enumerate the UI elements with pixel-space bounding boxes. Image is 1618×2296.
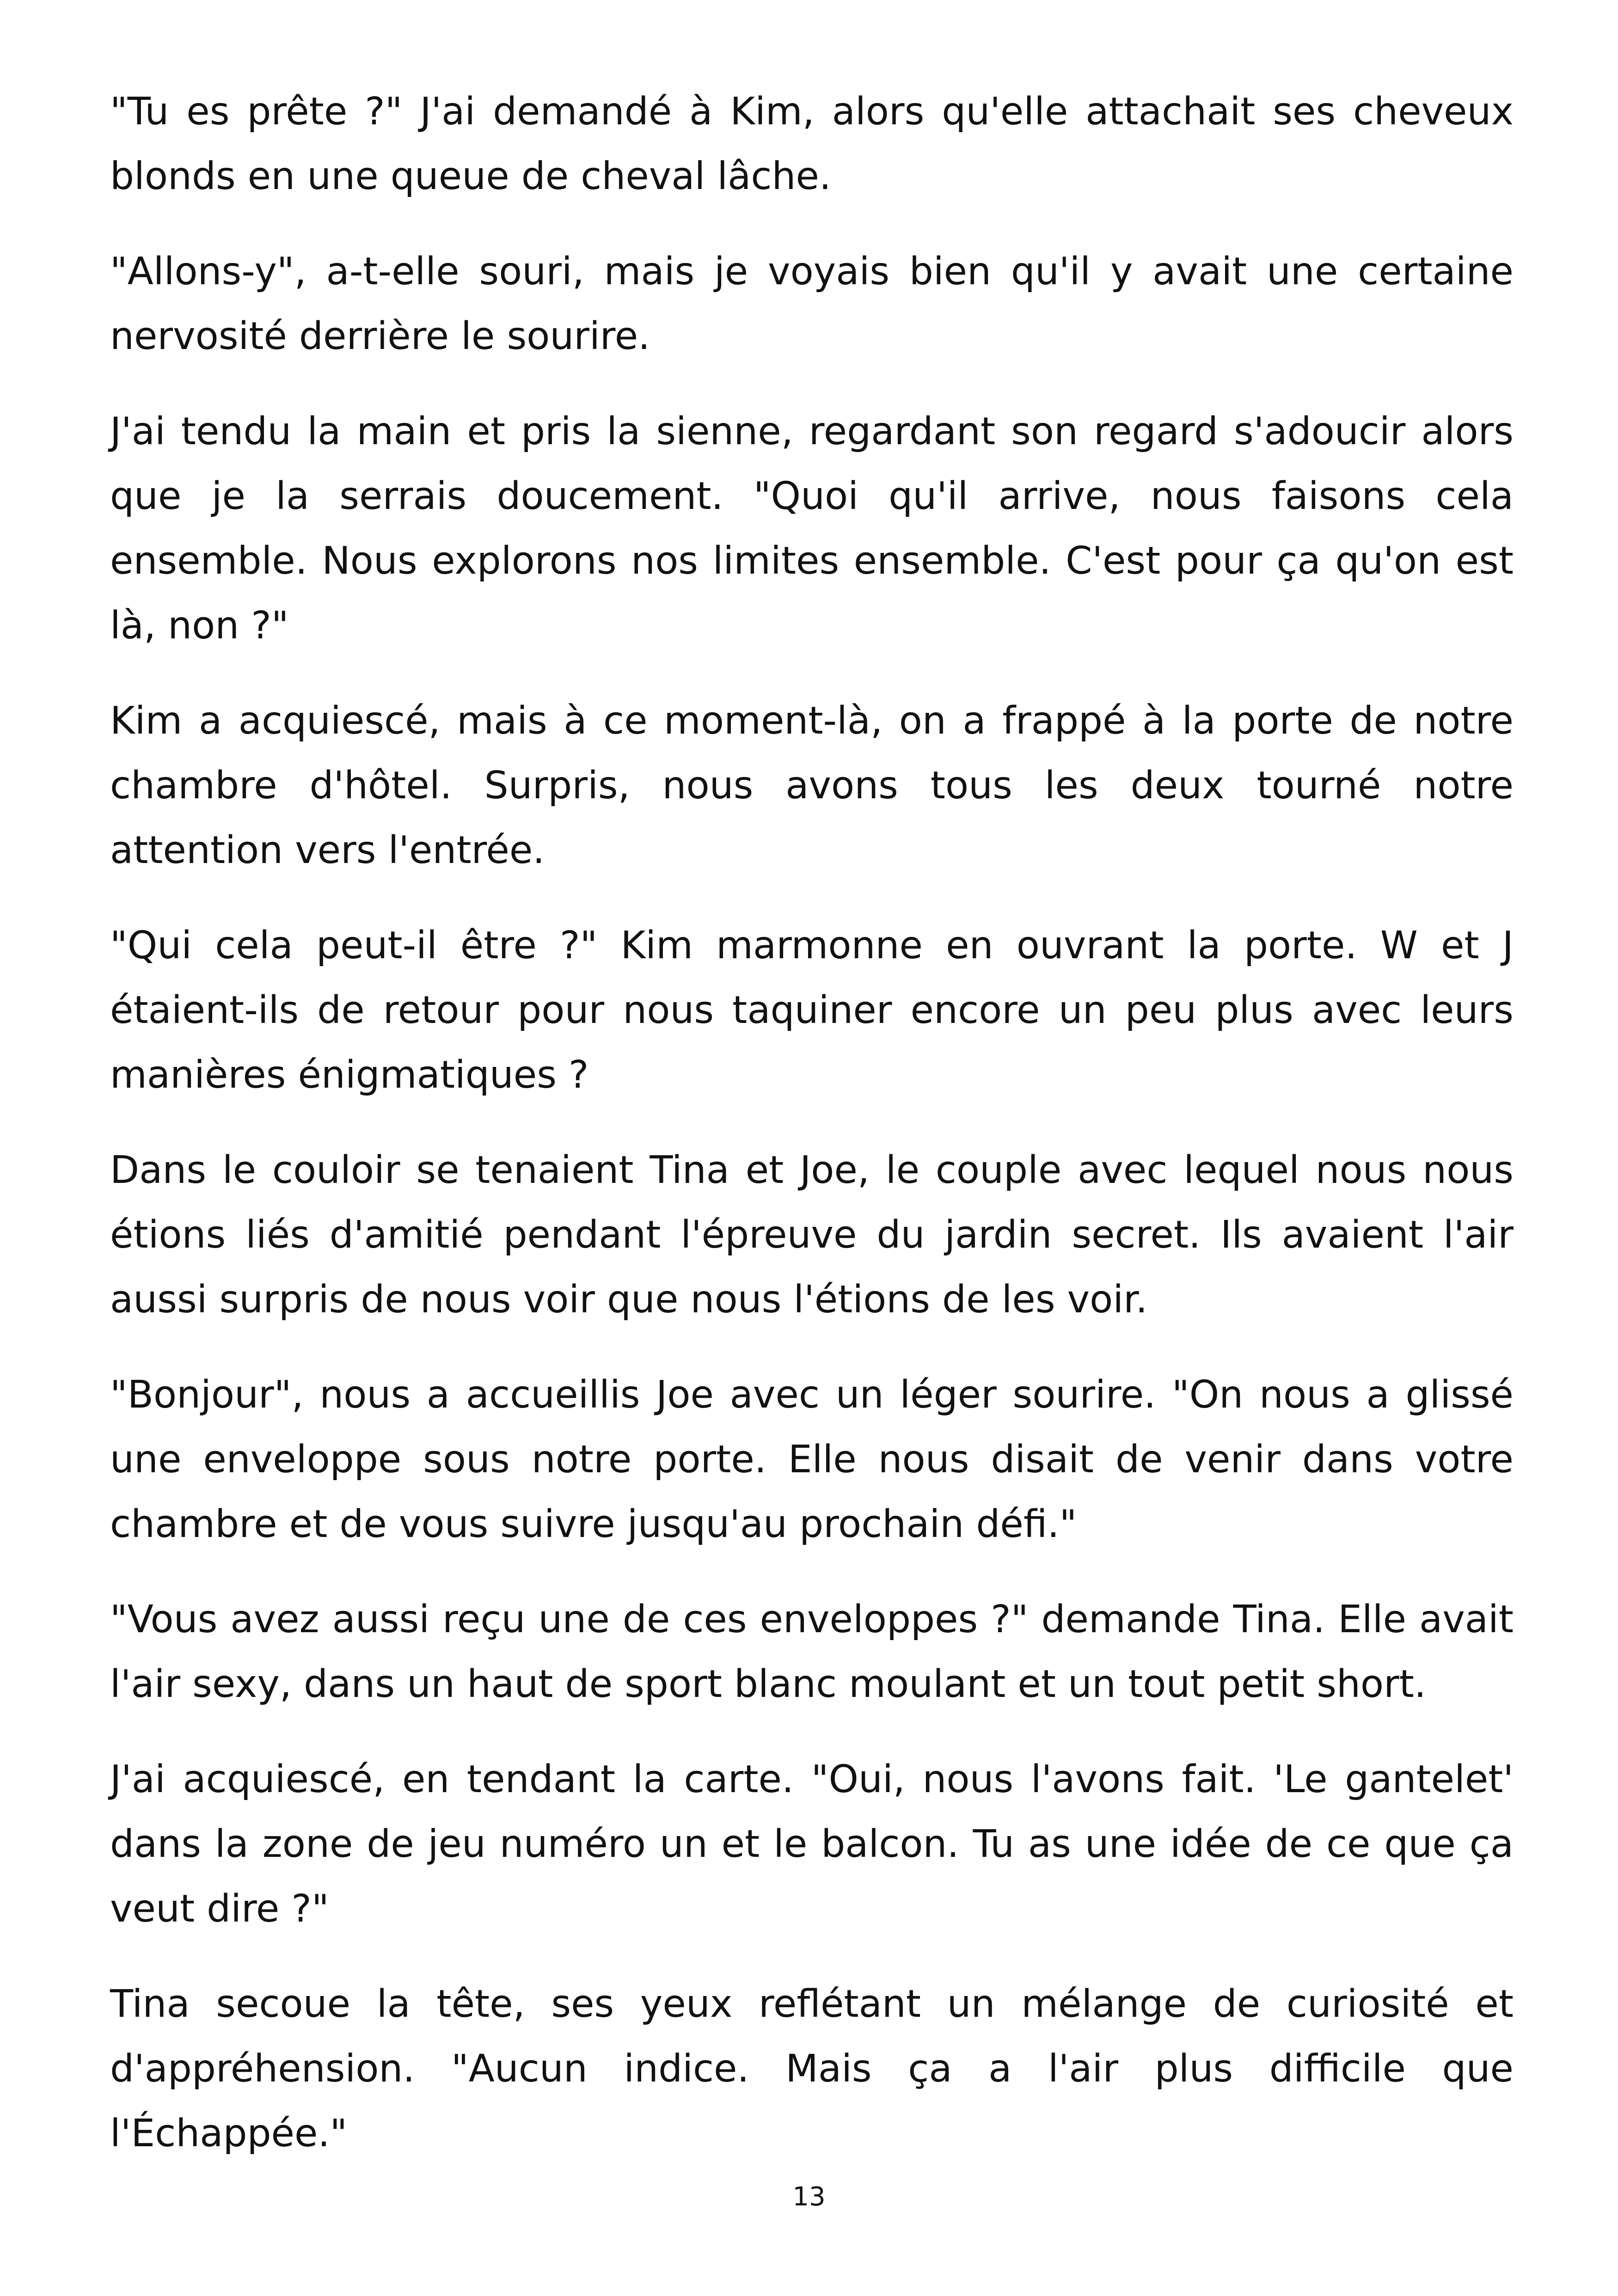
paragraph: Tina secoue la tête, ses yeux reflétant un mélange de curiosité et d'appréhension. "Aucun indice. Mais ça a l'air plus difficile que l'Échappée." bbox=[110, 1982, 1514, 2155]
paragraph: Dans le couloir se tenaient Tina et Joe, le couple avec lequel nous nous étions liés d'amitié pendant l'épreuve du jardin secret. Ils avaient l'air aussi surpris de nous voir que nous l'étions de les voir. bbox=[110, 1148, 1514, 1322]
paragraph: "Qui cela peut-il être ?" Kim marmonne en ouvrant la porte. W et J étaient-ils de retour pour nous taquiner encore un peu plus avec leurs manières énigmatiques ? bbox=[110, 924, 1514, 1097]
paragraph: "Allons-y", a-t-elle souri, mais je voyais bien qu'il y avait une certaine nervosité derrière le sourire. bbox=[110, 250, 1514, 358]
page-number: 13 bbox=[792, 2182, 826, 2212]
paragraph: Kim a acquiescé, mais à ce moment-là, on a frappé à la porte de notre chambre d'hôtel. Surpris, nous avons tous les deux tourné notre attention vers l'entrée. bbox=[110, 699, 1514, 872]
paragraph: J'ai tendu la main et pris la sienne, regardant son regard s'adoucir alors que je la serrais doucement. "Quoi qu'il arrive, nous faisons cela ensemble. Nous explorons nos limites ensemble. C'est pour ça qu'on est là, non ?" bbox=[110, 410, 1514, 648]
paragraph: "Bonjour", nous a accueillis Joe avec un léger sourire. "On nous a glissé une enveloppe sous notre porte. Elle nous disait de venir dans votre chambre et de vous suivre jusqu'au prochain défi." bbox=[110, 1373, 1514, 1546]
paragraph: "Tu es prête ?" J'ai demandé à Kim, alors qu'elle attachait ses cheveux blonds en une queue de cheval lâche. bbox=[110, 90, 1514, 198]
body-text bbox=[110, 80, 1514, 2197]
paragraph: "Vous avez aussi reçu une de ces enveloppes ?" demande Tina. Elle avait l'air sexy, dans un haut de sport blanc moulant et un tout petit short. bbox=[110, 1598, 1514, 1706]
paragraph: J'ai acquiescé, en tendant la carte. "Oui, nous l'avons fait. 'Le gantelet' dans la zone de jeu numéro un et le balcon. Tu as une idée de ce que ça veut dire ?" bbox=[110, 1757, 1514, 1931]
